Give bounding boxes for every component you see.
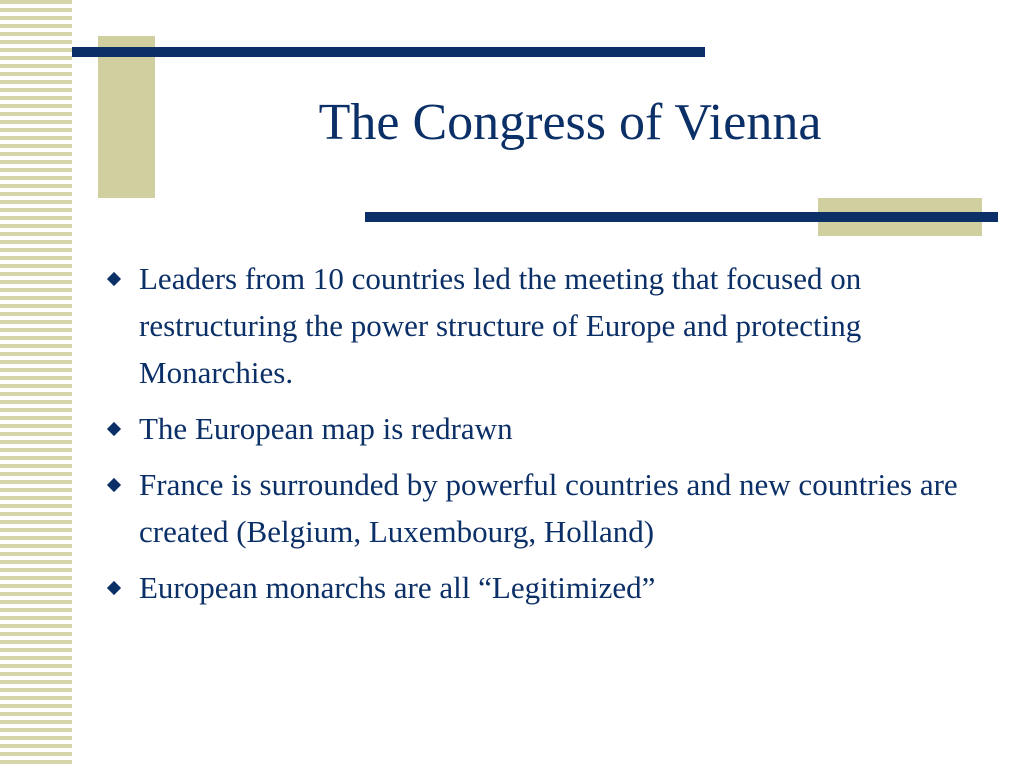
bullet-text: Leaders from 10 countries led the meeting that focused on restructuring the power structure of Europe and protecting Monarchies. [139,261,862,390]
bullet-item [105,564,960,611]
diamond-bullet-icon [107,272,121,286]
diamond-bullet-icon [107,422,121,436]
diamond-bullet-icon [107,581,121,595]
bullet-text: France is surrounded by powerful countries and new countries are created (Belgium, Luxembourg, Holland) [139,467,958,549]
bullet-item [105,405,960,452]
bullet-item [105,255,960,396]
diamond-bullet-icon [107,478,121,492]
decorative-stripes [0,0,72,768]
title-rule-bottom [365,212,998,222]
bullet-text: The European map is redrawn [139,411,513,446]
slide-title: The Congress of Vienna [318,94,822,151]
bullet-list [105,255,960,620]
accent-block-top [98,36,155,198]
bullet-text: European monarchs are all “Legitimized” [139,570,656,605]
bullet-item [105,461,960,555]
title-rule-top [72,47,705,57]
